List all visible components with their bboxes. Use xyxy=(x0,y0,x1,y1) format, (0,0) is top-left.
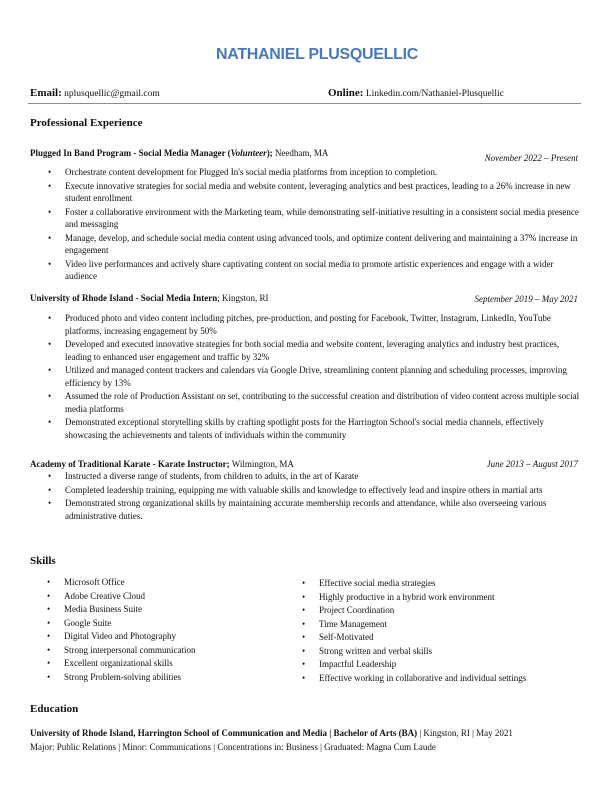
job-2-dates: September 2019 – May 2021 xyxy=(474,294,578,304)
list-item: • Highly productive in a hybrid work environment xyxy=(319,591,589,605)
experience-heading: Professional Experience xyxy=(30,117,143,129)
list-item: • Microsoft Office xyxy=(64,576,284,590)
education-school-line xyxy=(30,728,513,738)
online-value[interactable]: Linkedin.com/Nathaniel-Plusquellic xyxy=(365,89,504,99)
resume-name: NATHANIEL PLUSQUELLIC xyxy=(216,46,418,63)
list-item: • Utilized and managed content trackers and calendars via Google Drive, streamlining content planning and scheduling processes, improving efficiency by 13% xyxy=(65,364,580,389)
job-2-semicolon: ; xyxy=(217,293,220,303)
job-2-org-role: University of Rhode Island - Social Media Intern xyxy=(30,293,218,303)
skills-right-list xyxy=(319,577,589,685)
list-item: • Completed leadership training, equipping me with valuable skills and knowledge to effectively lead and inspire others in martial arts xyxy=(65,484,580,497)
list-item: • Google Suite xyxy=(64,617,284,631)
education-details: Major: Public Relations | Minor: Communications | Concentrations in: Business | Graduated: Magna Cum Laude xyxy=(30,742,436,752)
job-1-org-role: Plugged In Band Program - Social Media Manager (Volunteer); xyxy=(30,148,273,158)
skills-left-list xyxy=(64,576,284,684)
list-item: • Foster a collaborative environment with the Marketing team, while demonstrating self-initiative resulting in a consistent social media presence and messaging xyxy=(65,206,580,231)
list-item: • Excellent organizational skills xyxy=(64,657,284,671)
email-label: Email: xyxy=(30,87,62,99)
list-item: • Demonstrated strong organizational skills by maintaining accurate membership records and attendance, while also overseeing various administrative duties. xyxy=(65,497,580,522)
list-item: • Demonstrated exceptional storytelling skills by crafting spotlight posts for the Harrington School's social media channels, effectively showcasing the achievements and talents of individuals within the community xyxy=(65,416,580,441)
list-item: • Assumed the role of Production Assistant on set, contributing to the successful creation and distribution of video content across multiple social media platforms xyxy=(65,390,580,415)
list-item: • Video live performances and actively share captivating content on social media to promote artistic experiences and engage with a wider audience xyxy=(65,258,580,283)
email-line xyxy=(30,87,160,99)
list-item: • Adobe Creative Cloud xyxy=(64,590,284,604)
job-3-bullets xyxy=(65,470,580,523)
list-item: • Developed and executed innovative strategies for both social media and website content, leveraging analytics and industry best practices, leading to enhanced user engagement and traffic by 32% xyxy=(65,338,580,363)
job-2-bullets xyxy=(65,312,580,442)
job-3-title xyxy=(30,459,294,469)
list-item: • Effective working in collaborative and individual settings xyxy=(319,672,589,686)
job-3-org-role: Academy of Traditional Karate - Karate Instructor; xyxy=(30,459,230,469)
header-divider xyxy=(28,103,581,104)
education-heading: Education xyxy=(30,703,79,715)
job-1-title xyxy=(30,148,328,158)
list-item: • Manage, develop, and schedule social media content using advanced tools, and optimize content delivering and maintaining a 37% increase in engagement xyxy=(65,232,580,257)
job-3-dates: June 2013 – August 2017 xyxy=(486,459,578,469)
list-item: • Instructed a diverse range of students, from children to adults, in the art of Karate xyxy=(65,470,580,483)
education-school: University of Rhode Island, Harrington School of Communication and Media | Bachelor of Arts (BA) xyxy=(30,728,418,738)
online-label: Online: xyxy=(328,87,364,99)
list-item: • Effective social media strategies xyxy=(319,577,589,591)
skills-heading: Skills xyxy=(30,555,56,567)
job-2-title xyxy=(30,293,269,303)
list-item: • Impactful Leadership xyxy=(319,658,589,672)
job-1-dates: November 2022 – Present xyxy=(484,153,578,163)
list-item: • Orchestrate content development for Plugged In's social media platforms from inception to completion. xyxy=(65,166,580,179)
list-item: • Execute innovative strategies for social media and website content, leveraging analytics and best practices, leading to a 26% increase in new student enrollment xyxy=(65,180,580,205)
list-item: • Time Management xyxy=(319,618,589,632)
list-item: • Digital Video and Photography xyxy=(64,630,284,644)
list-item: • Project Coordination xyxy=(319,604,589,618)
job-3-location: Wilmington, MA xyxy=(231,459,294,469)
list-item: • Strong written and verbal skills xyxy=(319,645,589,659)
job-1-location: Needham, MA xyxy=(274,148,329,158)
list-item: • Strong interpersonal communication xyxy=(64,644,284,658)
list-item: • Self-Motivated xyxy=(319,631,589,645)
list-item: • Produced photo and video content including pitches, pre-production, and posting for Facebook, Twitter, Instagram, LinkedIn, YouTube platforms, increasing engagement by 50% xyxy=(65,312,580,337)
job-2-location: Kingston, RI xyxy=(222,293,269,303)
list-item: • Strong Problem-solving abilities xyxy=(64,671,284,685)
list-item: • Media Business Suite xyxy=(64,603,284,617)
email-value[interactable]: nplusquellic@gmail.com xyxy=(64,89,160,99)
education-location-date: | Kingston, RI | May 2021 xyxy=(417,728,513,738)
online-line xyxy=(328,87,504,99)
job-1-bullets xyxy=(65,166,580,284)
